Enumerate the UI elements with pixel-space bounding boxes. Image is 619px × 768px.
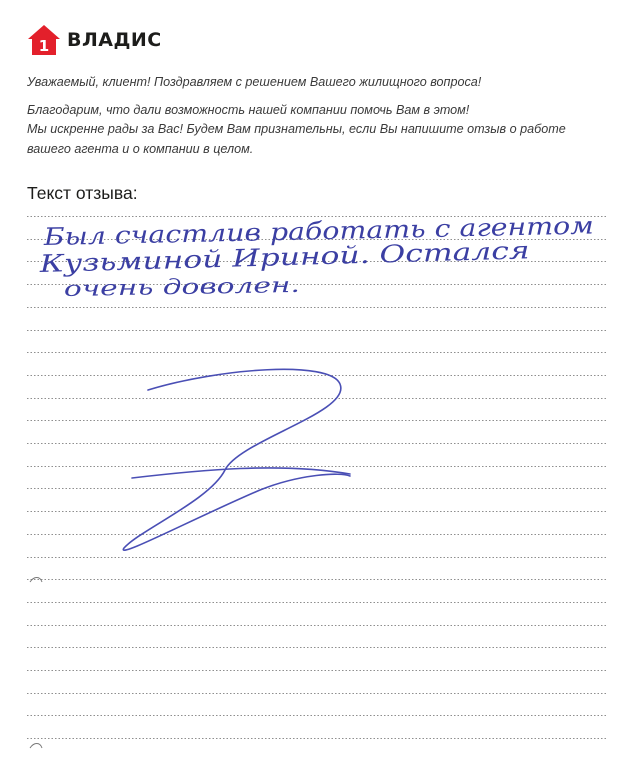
request-line: Мы искренне рады за Вас! Будем Вам признательны, если Вы напишите отзыв о работе [27, 122, 566, 136]
handwriting-line-2: Кузьминой Ириной. Остался [39, 239, 415, 278]
stray-mark [30, 578, 42, 583]
handwriting-line-3: очень доволен. [63, 274, 232, 301]
svg-text:1: 1 [38, 37, 50, 55]
request-line-continued: вашего агента и о компании в целом. [27, 141, 254, 156]
strike-through-scribble [123, 369, 350, 550]
stray-mark [30, 744, 42, 749]
review-heading: Текст отзыва: [27, 183, 138, 203]
thanks-line: Благодарим, что дали возможность нашей компании помочь Вам в этом! [27, 102, 470, 117]
handwriting-line-1: Был счастлив работать с агентом [43, 213, 510, 251]
greeting-line: Уважаемый, клиент! Поздравляем с решением Вашего жилищного вопроса! [27, 75, 482, 89]
brand-name: ВЛАДИС [67, 29, 162, 51]
